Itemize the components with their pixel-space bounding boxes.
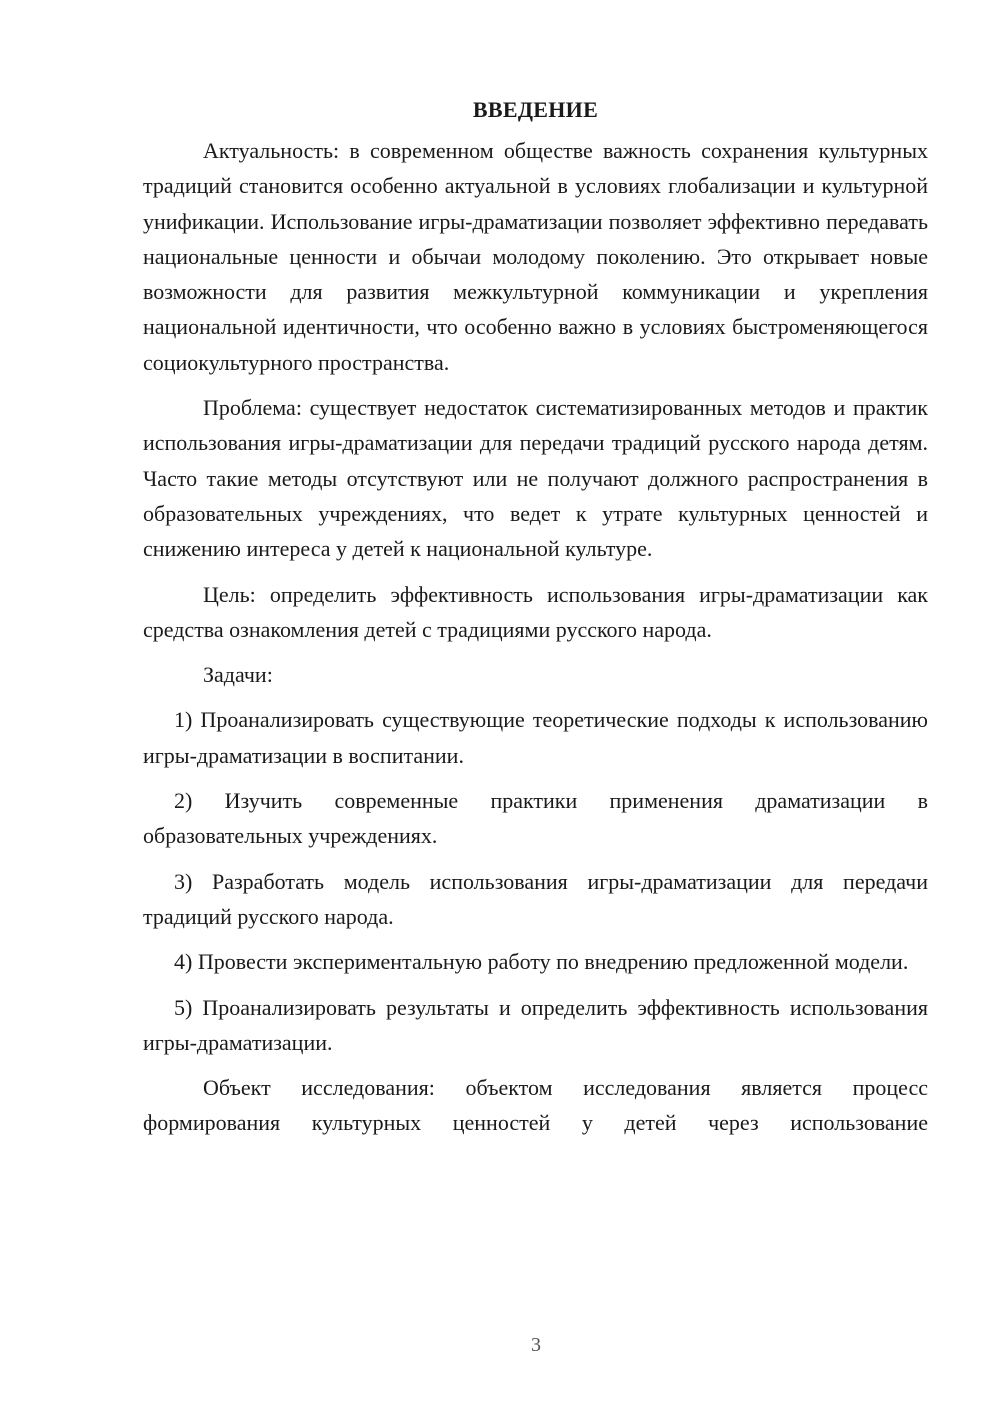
paragraph-relevance: Актуальность: в современном обществе важность сохранения культурных традиций становится особенно актуальной в условиях глобализации и культурной унификации. Использование игры-драматизации позволяет эффективно передавать национальные ценности и обычаи молодому поколению. Это открывает новые возможности для развития межкультурной коммуникации и укрепления национальной идентичности, что особенно важно в условиях быстроменяющегося социокультурного пространства. — [143, 138, 928, 375]
task-item-4: 4) Провести экспериментальную работу по внедрению предложенной модели. — [174, 949, 909, 975]
task-item-1: 1) Проанализировать существующие теоретические подходы к использованию игры-драматизации в воспитании. — [143, 707, 928, 768]
task-item-5: 5) Проанализировать результаты и определить эффективность использования игры-драматизации. — [143, 994, 928, 1055]
paragraph-goal: Цель: определить эффективность использования игры-драматизации как средства ознакомления детей с традициями русского народа. — [143, 581, 928, 642]
page-number: 3 — [531, 1334, 541, 1356]
task-item-2: 2) Изучить современные практики применения драматизации в образовательных учреждениях. — [143, 788, 928, 849]
paragraph-problem: Проблема: существует недостаток систематизированных методов и практик использования игры-драматизации для передачи традиций русского народа детям. Часто такие методы отсутствуют или не получают должного распространения в образовательных учреждениях, что ведет к утрате культурных ценностей и снижению интереса у детей к национальной культуре. — [143, 395, 928, 562]
section-heading: ВВЕДЕНИЕ — [472, 97, 599, 122]
task-item-3: 3) Разработать модель использования игры-драматизации для передачи традиций русского народа. — [143, 868, 928, 929]
document-page — [143, 92, 928, 1141]
paragraph-object: Объект исследования: объектом исследования является процесс формирования культурных ценностей у детей через использование — [143, 1075, 928, 1136]
tasks-label: Задачи: — [203, 662, 273, 688]
